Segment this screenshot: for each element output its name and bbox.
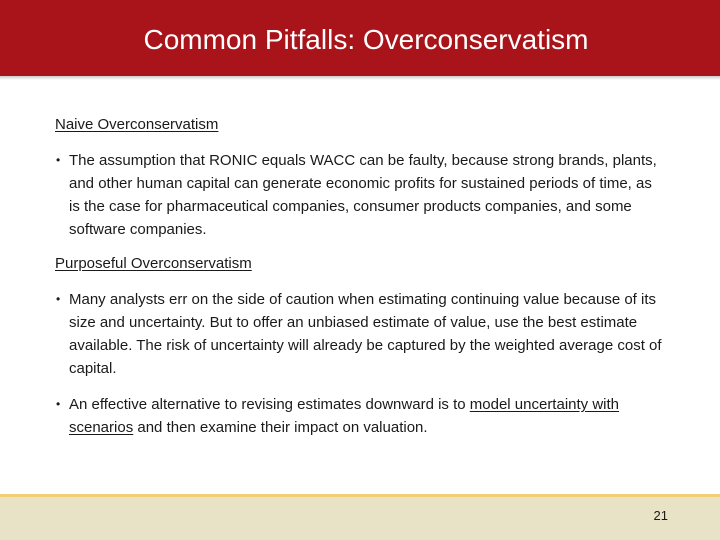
title-bar-shadow [0,76,720,80]
page-number: 21 [653,508,668,523]
bullet-scenario-text-start: An effective alternative to revising estimates downward is to [69,396,470,413]
bullet-scenario-alternative [55,393,665,439]
bullet-scenario-text-end: and then examine their impact on valuation. [133,419,428,436]
bullet-naive-overconservatism: • The assumption that RONIC equals WACC can be faulty, because strong brands, plants, and other human capital can generate economic profits for sustained periods of time, as is the case for pharmaceutical companies, consumer products companies, and some software companies. [55,149,665,241]
section-heading-naive: Naive Overconservatism [55,116,219,133]
section-heading-purposeful: Purposeful Overconservatism [55,255,252,272]
bullet-purposeful-overconservatism: • Many analysts err on the side of caution when estimating continuing value because of its size and uncertainty. But to offer an unbiased estimate of value, use the best estimate available. The risk of uncertainty will already be captured by the weighted average cost of capital. [55,288,665,380]
model-uncertainty-link[interactable]: model uncertainty with scenarios [69,396,620,436]
footer-bar [0,497,720,540]
slide-title: Common Pitfalls: Overconservatism [143,24,589,55]
